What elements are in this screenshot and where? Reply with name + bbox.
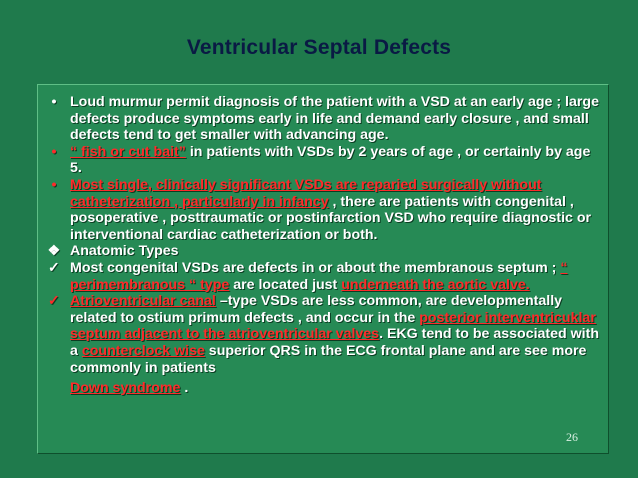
bullet-item-6 <box>42 293 604 376</box>
highlight-text: counterclock wise <box>81 342 205 359</box>
page-number: 26 <box>566 430 578 444</box>
highlight-text: “ fish or cut bait” <box>70 143 186 160</box>
highlight-text: posterior interventricuklar septum adjacent to the atrioventricular valves <box>70 309 596 343</box>
bullet-text: Loud murmur permit diagnosis of the patient with a VSD at an early age ; large defects produce symptoms early in life and demand early closure , and small defects tend to get smaller with advancing age. <box>70 94 599 144</box>
highlight-text: underneath the aortic valve. <box>341 276 530 293</box>
highlight-text: “ perimembranous “ type <box>70 259 568 293</box>
bullet-dot-icon: • <box>51 176 57 193</box>
bullet-item-5 <box>42 260 604 293</box>
bullet-text: in patients with VSDs by 2 years of age , or certainly by age 5. <box>70 143 591 177</box>
bullet-text: are located just <box>229 276 342 293</box>
bullet-text: superior QRS in the ECG frontal plane and are see more commonly in patients <box>70 342 587 376</box>
bullet-dot-icon: • <box>51 94 57 110</box>
bullet-text: . EKG tend to be associated with a <box>70 326 600 359</box>
bullet-item-1 <box>42 94 604 144</box>
bullet-item-6-continued <box>42 380 604 397</box>
content-panel <box>37 84 609 454</box>
bullet-item-2 <box>42 144 604 177</box>
check-icon: ✓ <box>48 293 60 310</box>
bullet-text: . <box>180 380 189 397</box>
highlight-text: Most single, clinically significant VSDs are reparied surgically without catheterization , particularly in infancy <box>70 176 542 210</box>
bullet-text: Anatomic Types <box>70 243 179 260</box>
bullet-item-3 <box>42 177 604 243</box>
diamond-icon: ❖ <box>47 243 61 260</box>
check-icon: ✓ <box>48 259 60 276</box>
bullet-item-4 <box>42 243 604 260</box>
slide-title: Ventricular Septal Defects <box>186 36 452 59</box>
highlight-text: Atrioventricular canal <box>70 293 216 310</box>
bullet-dot-icon: • <box>51 143 57 160</box>
bullet-text: –type VSDs are less common, are developmentally related to ostium primum defects , and occur in the <box>70 293 563 326</box>
bullet-text: , there are patients with congenital , posoperative , posttraumatic or postinfarction VSD who require diagnostic or interventional cardiac catheterization or both. <box>70 193 592 243</box>
highlight-text: Down syndrome <box>70 380 181 397</box>
bullet-text: Most congenital VSDs are defects in or about the membranous septum ; <box>70 259 561 276</box>
bullet-list <box>42 94 604 397</box>
